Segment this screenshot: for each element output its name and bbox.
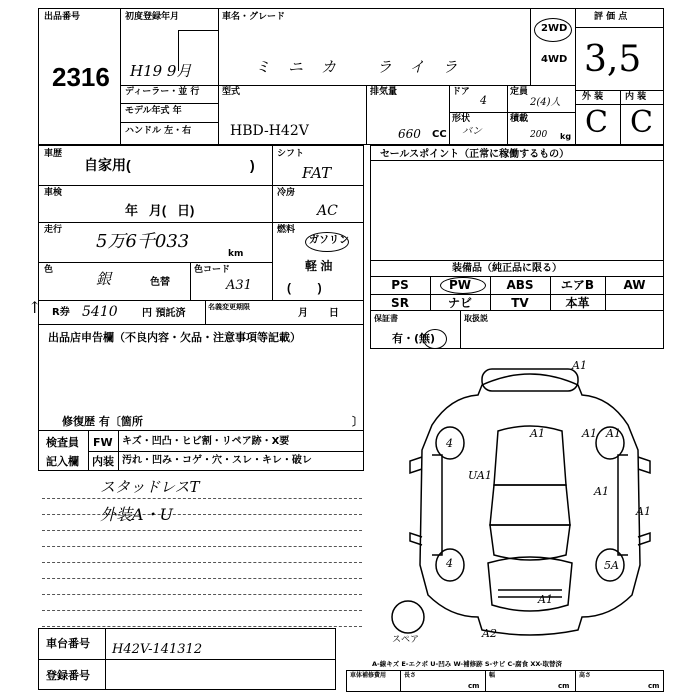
handle-label: ハンドル 左・右 bbox=[125, 126, 192, 136]
recycle-label: R券 bbox=[52, 307, 70, 318]
capacity-value: 2(4)人 bbox=[530, 97, 561, 108]
field-width: 幅 bbox=[489, 672, 496, 679]
inspector-label2: 記入欄 bbox=[46, 455, 79, 468]
note-line bbox=[42, 546, 362, 547]
car-diagram bbox=[370, 355, 680, 645]
inspection-value: 年 月( 日) bbox=[125, 203, 195, 218]
field-length: 長さ bbox=[404, 672, 417, 679]
mark-right-rear-wheel: 5A bbox=[604, 559, 619, 572]
note-line bbox=[42, 626, 362, 627]
recycle-arrow: ↑ bbox=[28, 298, 42, 317]
note-line bbox=[42, 562, 362, 563]
equip-pw-circle bbox=[440, 277, 486, 294]
model-year-label: モデル年式 年 bbox=[125, 106, 182, 116]
eval-label: 評 価 点 bbox=[594, 12, 628, 22]
ac-label: 冷房 bbox=[277, 188, 296, 198]
note-line bbox=[42, 498, 362, 499]
type-value: HBD-H42V bbox=[230, 123, 309, 139]
load-value: 200 bbox=[530, 130, 548, 140]
note-line bbox=[42, 610, 362, 611]
repair-cost-box bbox=[346, 670, 664, 692]
equipment-title: 装備品（純正品に限る） bbox=[452, 263, 562, 274]
chassis-value: H42V-141312 bbox=[112, 642, 203, 657]
eval-score: 3,5 bbox=[584, 39, 642, 80]
ac-value: AC bbox=[317, 203, 338, 219]
inspector-row2-text: 汚れ・凹み・コゲ・穴・スレ・キレ・破レ bbox=[122, 455, 312, 466]
cm-1: cm bbox=[468, 682, 480, 690]
door-label: ドア bbox=[452, 87, 470, 97]
reg-label: 登録番号 bbox=[46, 669, 90, 682]
type-label: 型式 bbox=[222, 87, 241, 97]
fuel-diesel: 軽 油 bbox=[305, 259, 333, 273]
note-line bbox=[42, 530, 362, 531]
note-line bbox=[42, 578, 362, 579]
load-label: 積載 bbox=[510, 114, 529, 124]
equip-sr: SR bbox=[391, 296, 409, 310]
color-code-value: A31 bbox=[226, 278, 252, 293]
chassis-label: 車台番号 bbox=[46, 637, 90, 650]
mark-left-door: UA1 bbox=[468, 469, 492, 482]
inspector-row2-head: 内装 bbox=[92, 455, 114, 468]
mark-front-hood: A1 bbox=[538, 593, 553, 606]
equip-ps: PS bbox=[391, 278, 409, 292]
shift-value: FAT bbox=[302, 164, 332, 182]
color-label: 色 bbox=[44, 265, 54, 275]
color-value: 銀 bbox=[96, 270, 112, 288]
displacement-value: 660 bbox=[398, 127, 421, 141]
repair-label: 修復歴 有〔箇所 bbox=[62, 415, 143, 428]
color-change-label: 色替 bbox=[150, 277, 170, 288]
inspector-row1-text: キズ・凹凸・ヒビ割・リペア跡・X要 bbox=[122, 436, 290, 447]
cc-unit: CC bbox=[432, 129, 447, 140]
interior-label: 内 装 bbox=[625, 92, 647, 102]
repair-close: 〕 bbox=[352, 415, 363, 428]
shift-label: シフト bbox=[277, 149, 305, 159]
first-reg-value: H19 9月 bbox=[130, 62, 192, 80]
equip-pw: PW bbox=[448, 278, 472, 292]
recycle-unit: 円 預託済 bbox=[142, 308, 186, 319]
sales-label: セールスポイント（正常に稼働するもの） bbox=[380, 149, 570, 160]
interior-grade: C bbox=[630, 105, 653, 140]
door-value: 4 bbox=[480, 94, 487, 107]
mark-left-edge: A1 bbox=[606, 427, 621, 440]
expiry-label: 名義変更期限 bbox=[208, 303, 250, 311]
inspection-label: 車検 bbox=[44, 188, 63, 198]
color-code-label: 色コード bbox=[194, 265, 231, 275]
exterior-label: 外 装 bbox=[582, 92, 604, 102]
preserve-circle bbox=[423, 329, 447, 349]
field-height: 高さ bbox=[579, 672, 592, 679]
fuel-gasoline: ガソリン bbox=[309, 235, 349, 246]
mileage-label: 走行 bbox=[44, 225, 63, 235]
fuel-label: 燃料 bbox=[277, 225, 296, 235]
drive-4wd: 4WD bbox=[541, 54, 568, 65]
note-1: スタッドレスT bbox=[100, 478, 200, 496]
dealer-label: ディーラー・並 行 bbox=[125, 87, 200, 97]
displacement-label: 排気量 bbox=[370, 87, 398, 97]
shape-label: 形状 bbox=[452, 114, 471, 124]
drive-2wd: 2WD bbox=[541, 23, 568, 34]
mark-right-edge: A1 bbox=[636, 505, 651, 518]
cm-2: cm bbox=[558, 682, 570, 690]
mark-top-right: A1 bbox=[572, 359, 587, 372]
lot-number: 2316 bbox=[52, 62, 110, 92]
expiry-value: 月 日 bbox=[298, 308, 339, 319]
repair-cost-label: 車体補修費用 bbox=[350, 672, 387, 679]
preserve-value: 有・(無) bbox=[392, 332, 436, 345]
equip-navi: ナビ bbox=[447, 296, 472, 310]
spare-label: スペア bbox=[392, 635, 420, 645]
shape-value: バン bbox=[462, 126, 482, 137]
note-2: 外装A・U bbox=[100, 505, 174, 524]
mark-left-rear-wheel: 4 bbox=[446, 557, 453, 570]
declaration-label: 出品店申告欄（不良内容・欠品・注意事項等記載） bbox=[48, 331, 301, 344]
equip-leather: 本革 bbox=[565, 296, 590, 310]
first-reg-label: 初度登録年月 bbox=[125, 12, 180, 22]
equip-abs: ABS bbox=[506, 278, 534, 292]
equip-aw: AW bbox=[623, 278, 646, 292]
name-label: 車名・グレード bbox=[222, 12, 286, 22]
inspector-label1: 検査員 bbox=[46, 436, 79, 449]
fuel-paren: ( ) bbox=[287, 281, 322, 295]
usage-label: 車歴 bbox=[44, 149, 63, 159]
manual-label: 取扱説 bbox=[464, 314, 488, 323]
usage-value: 自家用( bbox=[84, 157, 131, 173]
usage-close: ) bbox=[250, 157, 255, 173]
mileage-value: 5万6千033 bbox=[96, 231, 190, 252]
note-line bbox=[42, 594, 362, 595]
mark-right-door: A1 bbox=[594, 485, 609, 498]
equip-tv: TV bbox=[511, 296, 529, 310]
equip-airbag: エアB bbox=[560, 278, 595, 292]
mark-right-front-door: A1 bbox=[582, 427, 597, 440]
lot-label: 出品番号 bbox=[44, 12, 81, 22]
recycle-value: 5410 bbox=[82, 304, 118, 320]
mark-left-front-wheel: 4 bbox=[446, 437, 453, 450]
capacity-label: 定員 bbox=[510, 87, 529, 97]
legend: A-線キズ E-エクボ U-凹み W-補修跡 S-サビ C-腐食 XX-取替済 bbox=[372, 660, 563, 668]
km-unit: km bbox=[228, 249, 244, 259]
sales-box bbox=[370, 145, 664, 261]
note-line bbox=[42, 514, 362, 515]
inspector-row1-head: FW bbox=[93, 436, 113, 449]
exterior-grade: C bbox=[585, 105, 608, 140]
name-value: ミニカ ライラ bbox=[255, 58, 476, 76]
preserve-label: 保証書 bbox=[374, 314, 398, 323]
cm-3: cm bbox=[648, 682, 660, 690]
mark-roof: A1 bbox=[530, 427, 545, 440]
mark-front-bumper: A2 bbox=[482, 627, 497, 640]
kg-unit: kg bbox=[560, 132, 572, 141]
